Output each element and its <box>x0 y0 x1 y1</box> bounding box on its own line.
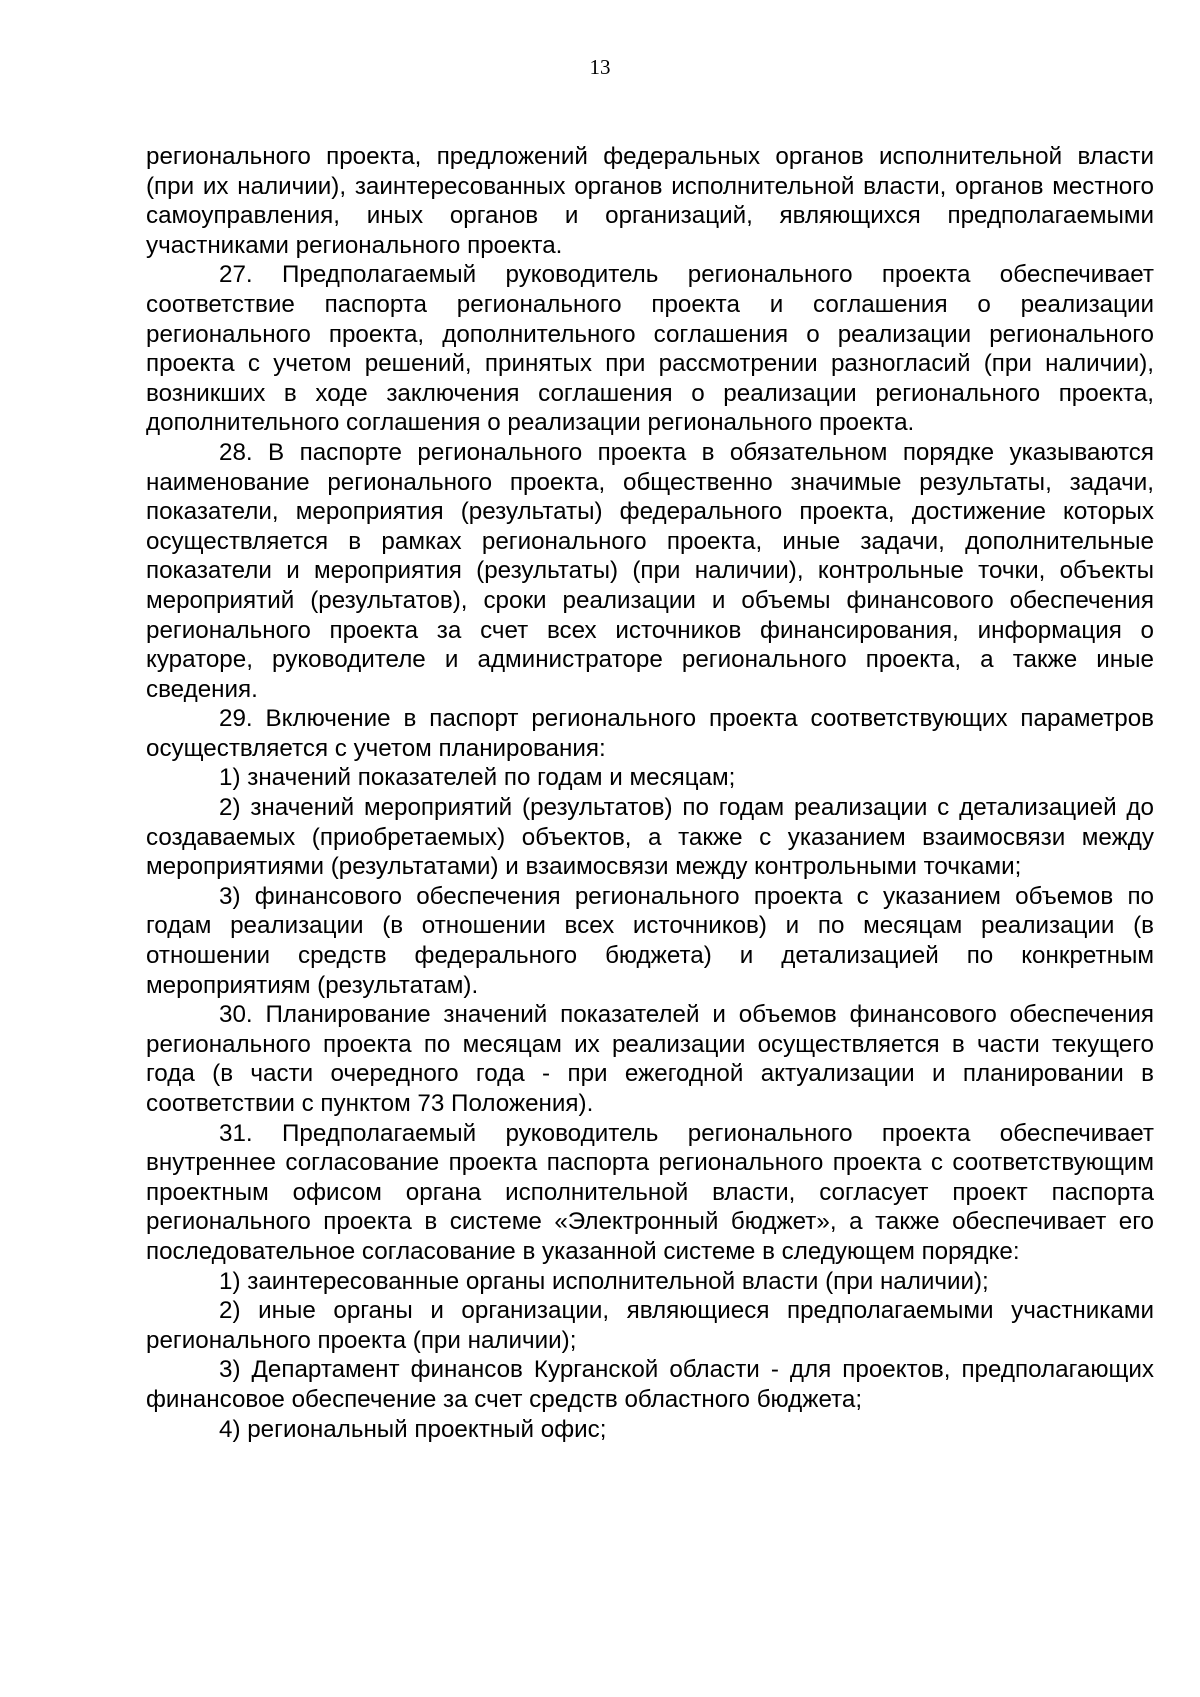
paragraph-item-31: 31. Предполагаемый руководитель регионального проекта обеспечивает внутреннее согласование проекта паспорта регионального проекта с соответствующим проектным офисом органа исполнительной власти, согласует проект паспорта регионального проекта в системе «Электронный бюджет», а также обеспечивает его последовательное согласование в указанной системе в следующем порядке: <box>146 1119 1154 1265</box>
list-item: 2) иные органы и организации, являющиеся предполагаемыми участниками регионального проекта (при наличии); <box>146 1297 1154 1354</box>
list-item: 2) значений мероприятий (результатов) по годам реализации с детализацией до создаваемых (приобретаемых) объектов, а также с указанием взаимосвязи между мероприятиями (результатами) и взаимосвязи между контрольными точками; <box>146 794 1154 881</box>
list-item: 3) Департамент финансов Курганской области - для проектов, предполагающих финансовое обеспечение за счет средств областного бюджета; <box>146 1356 1154 1413</box>
list-item: 1) значений показателей по годам и месяцам; <box>219 764 736 792</box>
paragraph: регионального проекта, предложений федеральных органов исполнительной власти (при их наличии), заинтересованных органов исполнительной власти, органов местного самоуправления, иных органов и организаций, являющихся предполагаемыми участниками регионального проекта. <box>146 143 1154 259</box>
paragraph-item-29: 29. Включение в паспорт регионального проекта соответствующих параметров осуществляется с учетом планирования: <box>146 705 1154 762</box>
list-item: 4) региональный проектный офис; <box>219 1415 607 1443</box>
list-item: 1) заинтересованные органы исполнительной власти (при наличии); <box>219 1267 989 1295</box>
list-item: 3) финансового обеспечения регионального проекта с указанием объемов по годам реализации (в отношении всех источников) и по месяцам реализации (в отношении средств федерального бюджета) и детализацией по конкретным мероприятиям (результатам). <box>146 882 1154 999</box>
page-number: 13 <box>589 55 611 79</box>
paragraph-item-30: 30. Планирование значений показателей и объемов финансового обеспечения регионального проекта по месяцам их реализации осуществляется в части текущего года (в части очередного года - при ежегодной актуализации и планировании в соответствии с пунктом 73 Положения). <box>146 1001 1154 1117</box>
document-body <box>146 142 1154 1444</box>
paragraph-item-27: 27. Предполагаемый руководитель регионального проекта обеспечивает соответствие паспорта регионального проекта и соглашения о реализации регионального проекта, дополнительного соглашения о реализации регионального проекта с учетом решений, принятых при рассмотрении разногласий (при наличии), возникших в ходе заключения соглашения о реализации регионального проекта, дополнительного соглашения о реализации регионального проекта. <box>146 261 1154 437</box>
paragraph-item-28: 28. В паспорте регионального проекта в обязательном порядке указываются наименование регионального проекта, общественно значимые результаты, задачи, показатели, мероприятия (результаты) федерального проекта, достижение которых осуществляется в рамках регионального проекта, иные задачи, дополнительные показатели и мероприятия (результаты) (при наличии), контрольные точки, объекты мероприятий (результатов), сроки реализации и объемы финансового обеспечения регионального проекта за счет всех источников финансирования, информация о кураторе, руководителе и администраторе регионального проекта, а также иные сведения. <box>146 438 1154 703</box>
